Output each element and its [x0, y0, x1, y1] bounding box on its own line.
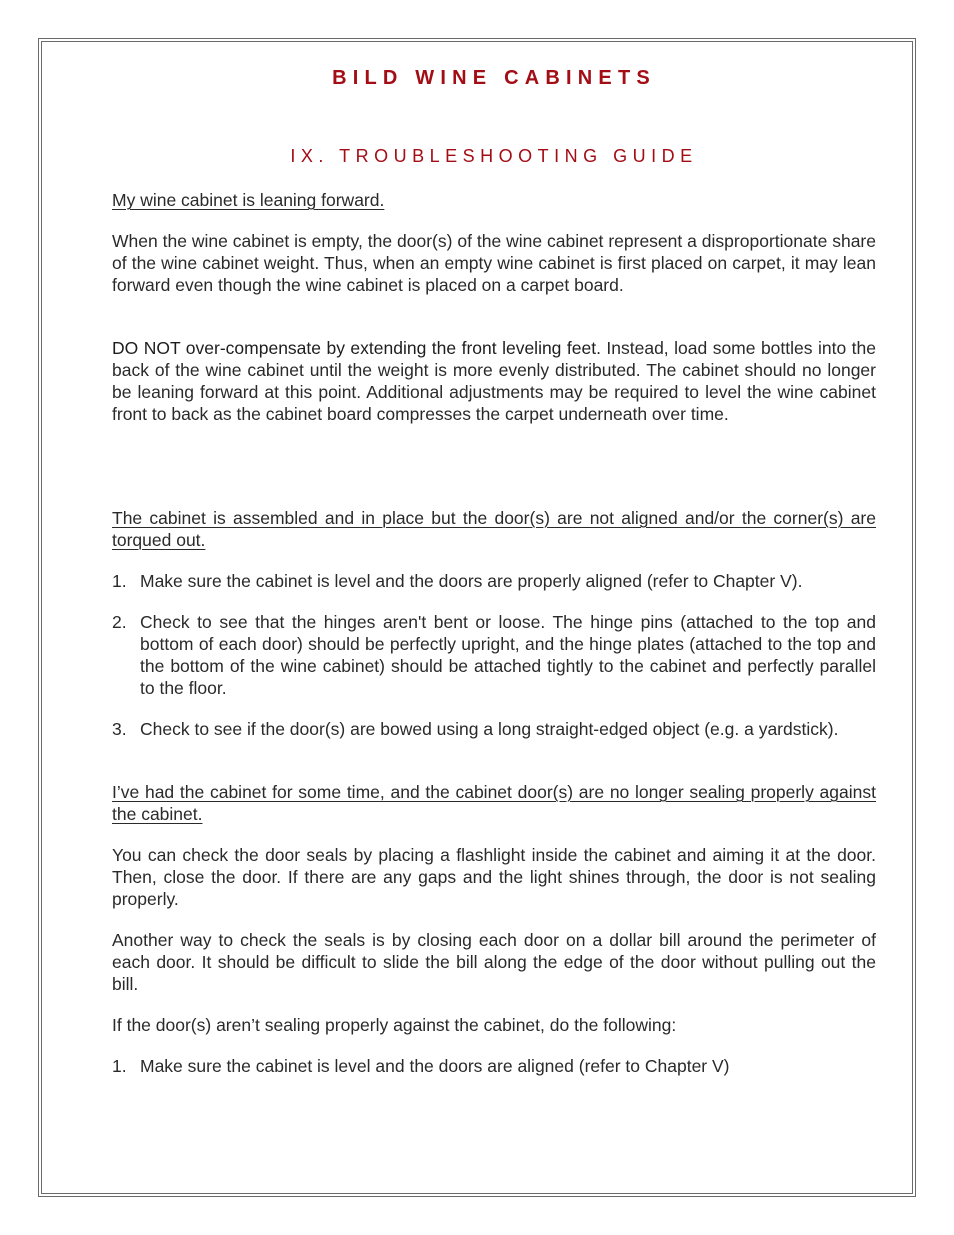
- paragraph-flashlight-check: You can check the door seals by placing a flashlight inside the cabinet and aiming it at the door. Then, close the door. If there are any gaps and the light shines through, the door is not sealing properly.: [112, 845, 876, 909]
- paragraph-do-following: If the door(s) aren’t sealing properly against the cabinet, do the following:: [112, 1015, 677, 1035]
- list-item: [112, 718, 876, 740]
- list-number: 1.: [112, 1056, 127, 1076]
- list-text: Make sure the cabinet is level and the doors are aligned (refer to Chapter V): [140, 1056, 730, 1076]
- document-body: [112, 62, 876, 1076]
- warning-instructions: Instead, load some bottles into the back of the wine cabinet until the weight is more evenly distributed. The cabinet should no longer be leaning forward at this point. Additional adjustments may be required to level the wine cabinet front to back as the cabinet board compresses the carpet underneath over time.: [112, 338, 876, 424]
- paragraph-dollar-bill-check: Another way to check the seals is by closing each door on a dollar bill around the perimeter of each door. It should be difficult to slide the bill along the edge of the door without pulling out the bill.: [112, 930, 876, 994]
- section-title: IX. TROUBLESHOOTING GUIDE: [290, 146, 698, 166]
- list-number: 2.: [112, 612, 127, 632]
- list-number: 3.: [112, 719, 127, 739]
- list-text: Make sure the cabinet is level and the doors are properly aligned (refer to Chapter V).: [140, 571, 803, 591]
- section-heading-door-alignment: The cabinet is assembled and in place but the door(s) are not aligned and/or the corner(s) are torqued out.: [112, 508, 876, 550]
- list-item: [112, 611, 876, 699]
- list-item: [112, 570, 876, 592]
- list-text: Check to see if the door(s) are bowed using a long straight-edged object (e.g. a yardstick).: [140, 719, 839, 739]
- list-item: [112, 1055, 876, 1077]
- section-heading-leaning: My wine cabinet is leaning forward.: [112, 190, 385, 210]
- brand-title: BILD WINE CABINETS: [332, 67, 656, 89]
- section-heading-door-seals: I’ve had the cabinet for some time, and the cabinet door(s) are no longer sealing properly against the cabinet.: [112, 782, 876, 824]
- list-text: Check to see that the hinges aren't bent or loose. The hinge pins (attached to the top and bottom of each door) should be perfectly upright, and the hinge plates (attached to the top and the bottom of the wine cabinet) should be attached tightly to the cabinet and perfectly parallel to the floor.: [140, 612, 876, 698]
- list-number: 1.: [112, 571, 127, 591]
- paragraph-do-not-overcompensate: [112, 337, 876, 425]
- paragraph-empty-cabinet: When the wine cabinet is empty, the door(s) of the wine cabinet represent a disproportionate share of the wine cabinet weight. Thus, when an empty wine cabinet is first placed on carpet, it may lean forward even though the wine cabinet is placed on a carpet board.: [112, 231, 876, 295]
- warning-emphasis: DO NOT over-compensate by extending the front leveling feet.: [112, 338, 601, 358]
